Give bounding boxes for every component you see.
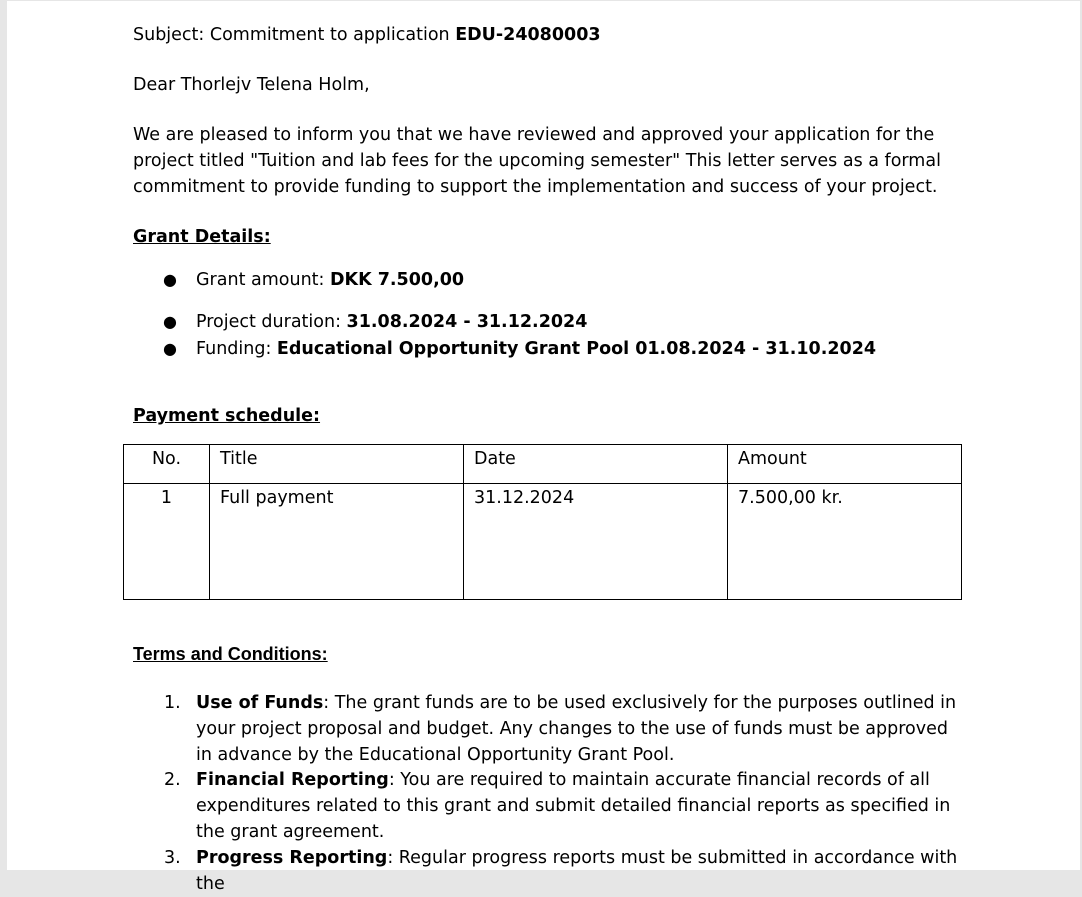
- term-number: 3.: [164, 847, 181, 868]
- term-text: : You are required to maintain accurate financial records of all expenditures related to this grant and submit detailed financial reports as specified in the grant agreement.: [196, 770, 951, 842]
- cell-title: Full payment: [210, 484, 464, 600]
- term-title: Progress Reporting: [196, 847, 388, 868]
- subject-prefix: Subject: Commitment to application: [133, 25, 456, 45]
- cell-amount: 7.500,00 kr.: [728, 484, 962, 600]
- term-number: 1.: [164, 693, 181, 713]
- list-item: [133, 768, 963, 845]
- terms-list: [133, 691, 963, 897]
- col-title-header: Title: [210, 445, 464, 484]
- document-page: [7, 1, 1080, 894]
- table-header-row: [124, 445, 962, 484]
- col-amount-header: Amount: [728, 445, 962, 484]
- greeting: Dear Thorlejv Telena Holm,: [133, 75, 370, 95]
- list-item: [133, 691, 963, 768]
- list-item: [133, 846, 963, 897]
- term-number: 2.: [164, 770, 181, 791]
- payment-schedule-heading: Payment schedule:: [133, 406, 321, 426]
- intro-paragraph: We are pleased to inform you that we have reviewed and approved your application for the project titled "Tuition and lab fees for the upcoming semester" This letter serves as a formal commitment to provide funding to support the implementation and success of your project.: [133, 125, 941, 197]
- funding-value: Educational Opportunity Grant Pool 01.08.2024 - 31.10.2024: [276, 339, 877, 359]
- project-duration-value: 31.08.2024 - 31.12.2024: [346, 312, 588, 332]
- term-text: : Regular progress reports must be submitted in accordance with the: [196, 847, 958, 894]
- grant-amount-value: DKK 7.500,00: [329, 270, 465, 290]
- funding-label: Funding:: [196, 339, 277, 359]
- grant-amount-label: Grant amount:: [196, 270, 330, 290]
- table-row: [124, 484, 962, 600]
- grant-details-heading: Grant Details:: [133, 227, 271, 247]
- bullet-icon: ●: [163, 339, 177, 358]
- cell-date: 31.12.2024: [464, 484, 728, 600]
- payment-schedule-table: [123, 444, 962, 600]
- term-text: : The grant funds are to be used exclusively for the purposes outlined in your project proposal and budget. Any changes to the use of funds must be approved in advance by the Educational Opportunity Grant Pool.: [196, 693, 957, 765]
- col-date-header: Date: [464, 445, 728, 484]
- term-title: Use of Funds: [196, 693, 324, 713]
- project-duration-label: Project duration:: [196, 312, 347, 332]
- col-no-header: No.: [124, 445, 210, 484]
- bullet-icon: ●: [163, 270, 177, 289]
- cell-no: 1: [124, 484, 210, 600]
- terms-heading: Terms and Conditions:: [133, 644, 328, 664]
- application-id: EDU-24080003: [455, 25, 601, 45]
- subject-line: [133, 22, 601, 48]
- bullet-icon: ●: [163, 312, 177, 331]
- term-title: Financial Reporting: [196, 770, 389, 791]
